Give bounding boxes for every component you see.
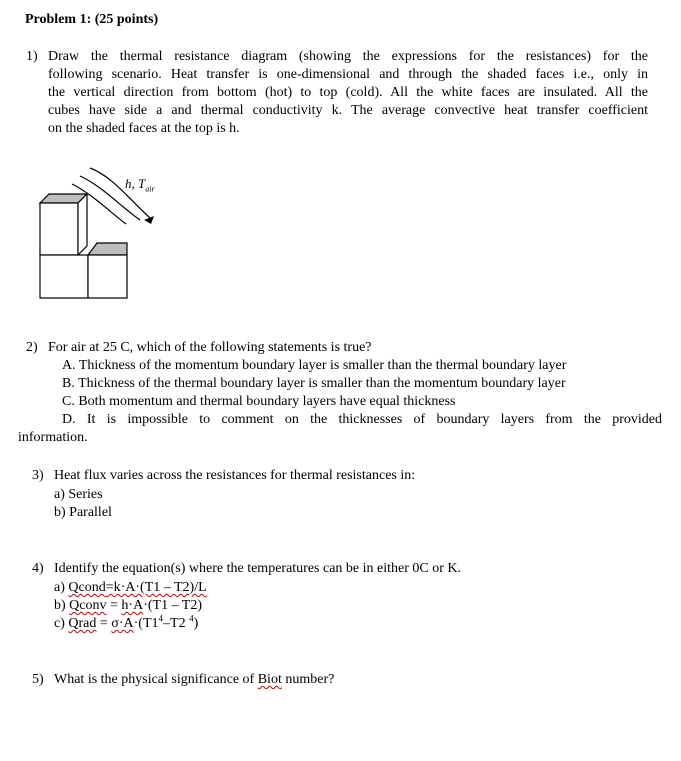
q1-line-2: following scenario. Heat transfer is one-dimensional and through the shaded faces i.e., only in (48, 67, 648, 82)
q1-line-4: cubes have side a and thermal conductivity k. The average convective heat transfer coefficient (48, 103, 648, 118)
bottom-right-cube-front (88, 255, 127, 298)
q1-number: 1) (26, 49, 38, 64)
q1-line-3: the vertical direction from bottom (hot) to top (cold). All the white faces are insulated. All the (48, 85, 648, 100)
bottom-left-cube-front (40, 255, 88, 298)
q5-question: What is the physical significance of Biot number? (54, 672, 335, 687)
q2-continuation: information. (18, 430, 88, 445)
q2-option-c: C. Both momentum and thermal boundary layers have equal thickness (62, 394, 456, 409)
q2-question: For air at 25 C, which of the following statements is true? (48, 340, 372, 355)
q4-number: 4) (32, 561, 44, 576)
figure-label-h-tair: h, $T_{air}$ (125, 176, 155, 194)
q3-number: 3) (32, 468, 44, 483)
q1-line-5: on the shaded faces at the top is h. (48, 121, 240, 136)
top-cube-front (40, 203, 78, 255)
q5-number: 5) (32, 672, 44, 687)
q2-option-a: A. Thickness of the momentum boundary layer is smaller than the thermal boundary layer (62, 358, 567, 373)
top-cube-side (78, 194, 87, 255)
cubes-figure (30, 160, 210, 305)
q4-option-a: a) Qcond=k·A·(T1 – T2)/L (54, 580, 207, 595)
q3-question: Heat flux varies across the resistances for thermal resistances in: (54, 468, 416, 483)
q2-option-b: B. Thickness of the thermal boundary layer is smaller than the momentum boundary layer (62, 376, 566, 391)
q3-option-b: b) Parallel (54, 505, 112, 520)
q2-option-d: D. It is impossible to comment on the thicknesses of boundary layers from the provided (62, 412, 662, 427)
q4-option-c: c) Qrad = $\sigma\cdot A\cdot(T1^4-T2$ $^4$) (54, 613, 199, 631)
q4-option-b: b) Qconv = h·A·(T1 – T2) (54, 598, 203, 613)
right-cube-shaded-face (88, 243, 127, 255)
q3-option-a: a) Series (54, 487, 103, 502)
problem-title: Problem 1: (25 points) (25, 12, 159, 27)
q2-number: 2) (26, 340, 38, 355)
q4-question: Identify the equation(s) where the temperatures can be in either 0C or K. (54, 561, 462, 576)
q1-line-1: Draw the thermal resistance diagram (showing the expressions for the resistances) for the (48, 49, 648, 64)
